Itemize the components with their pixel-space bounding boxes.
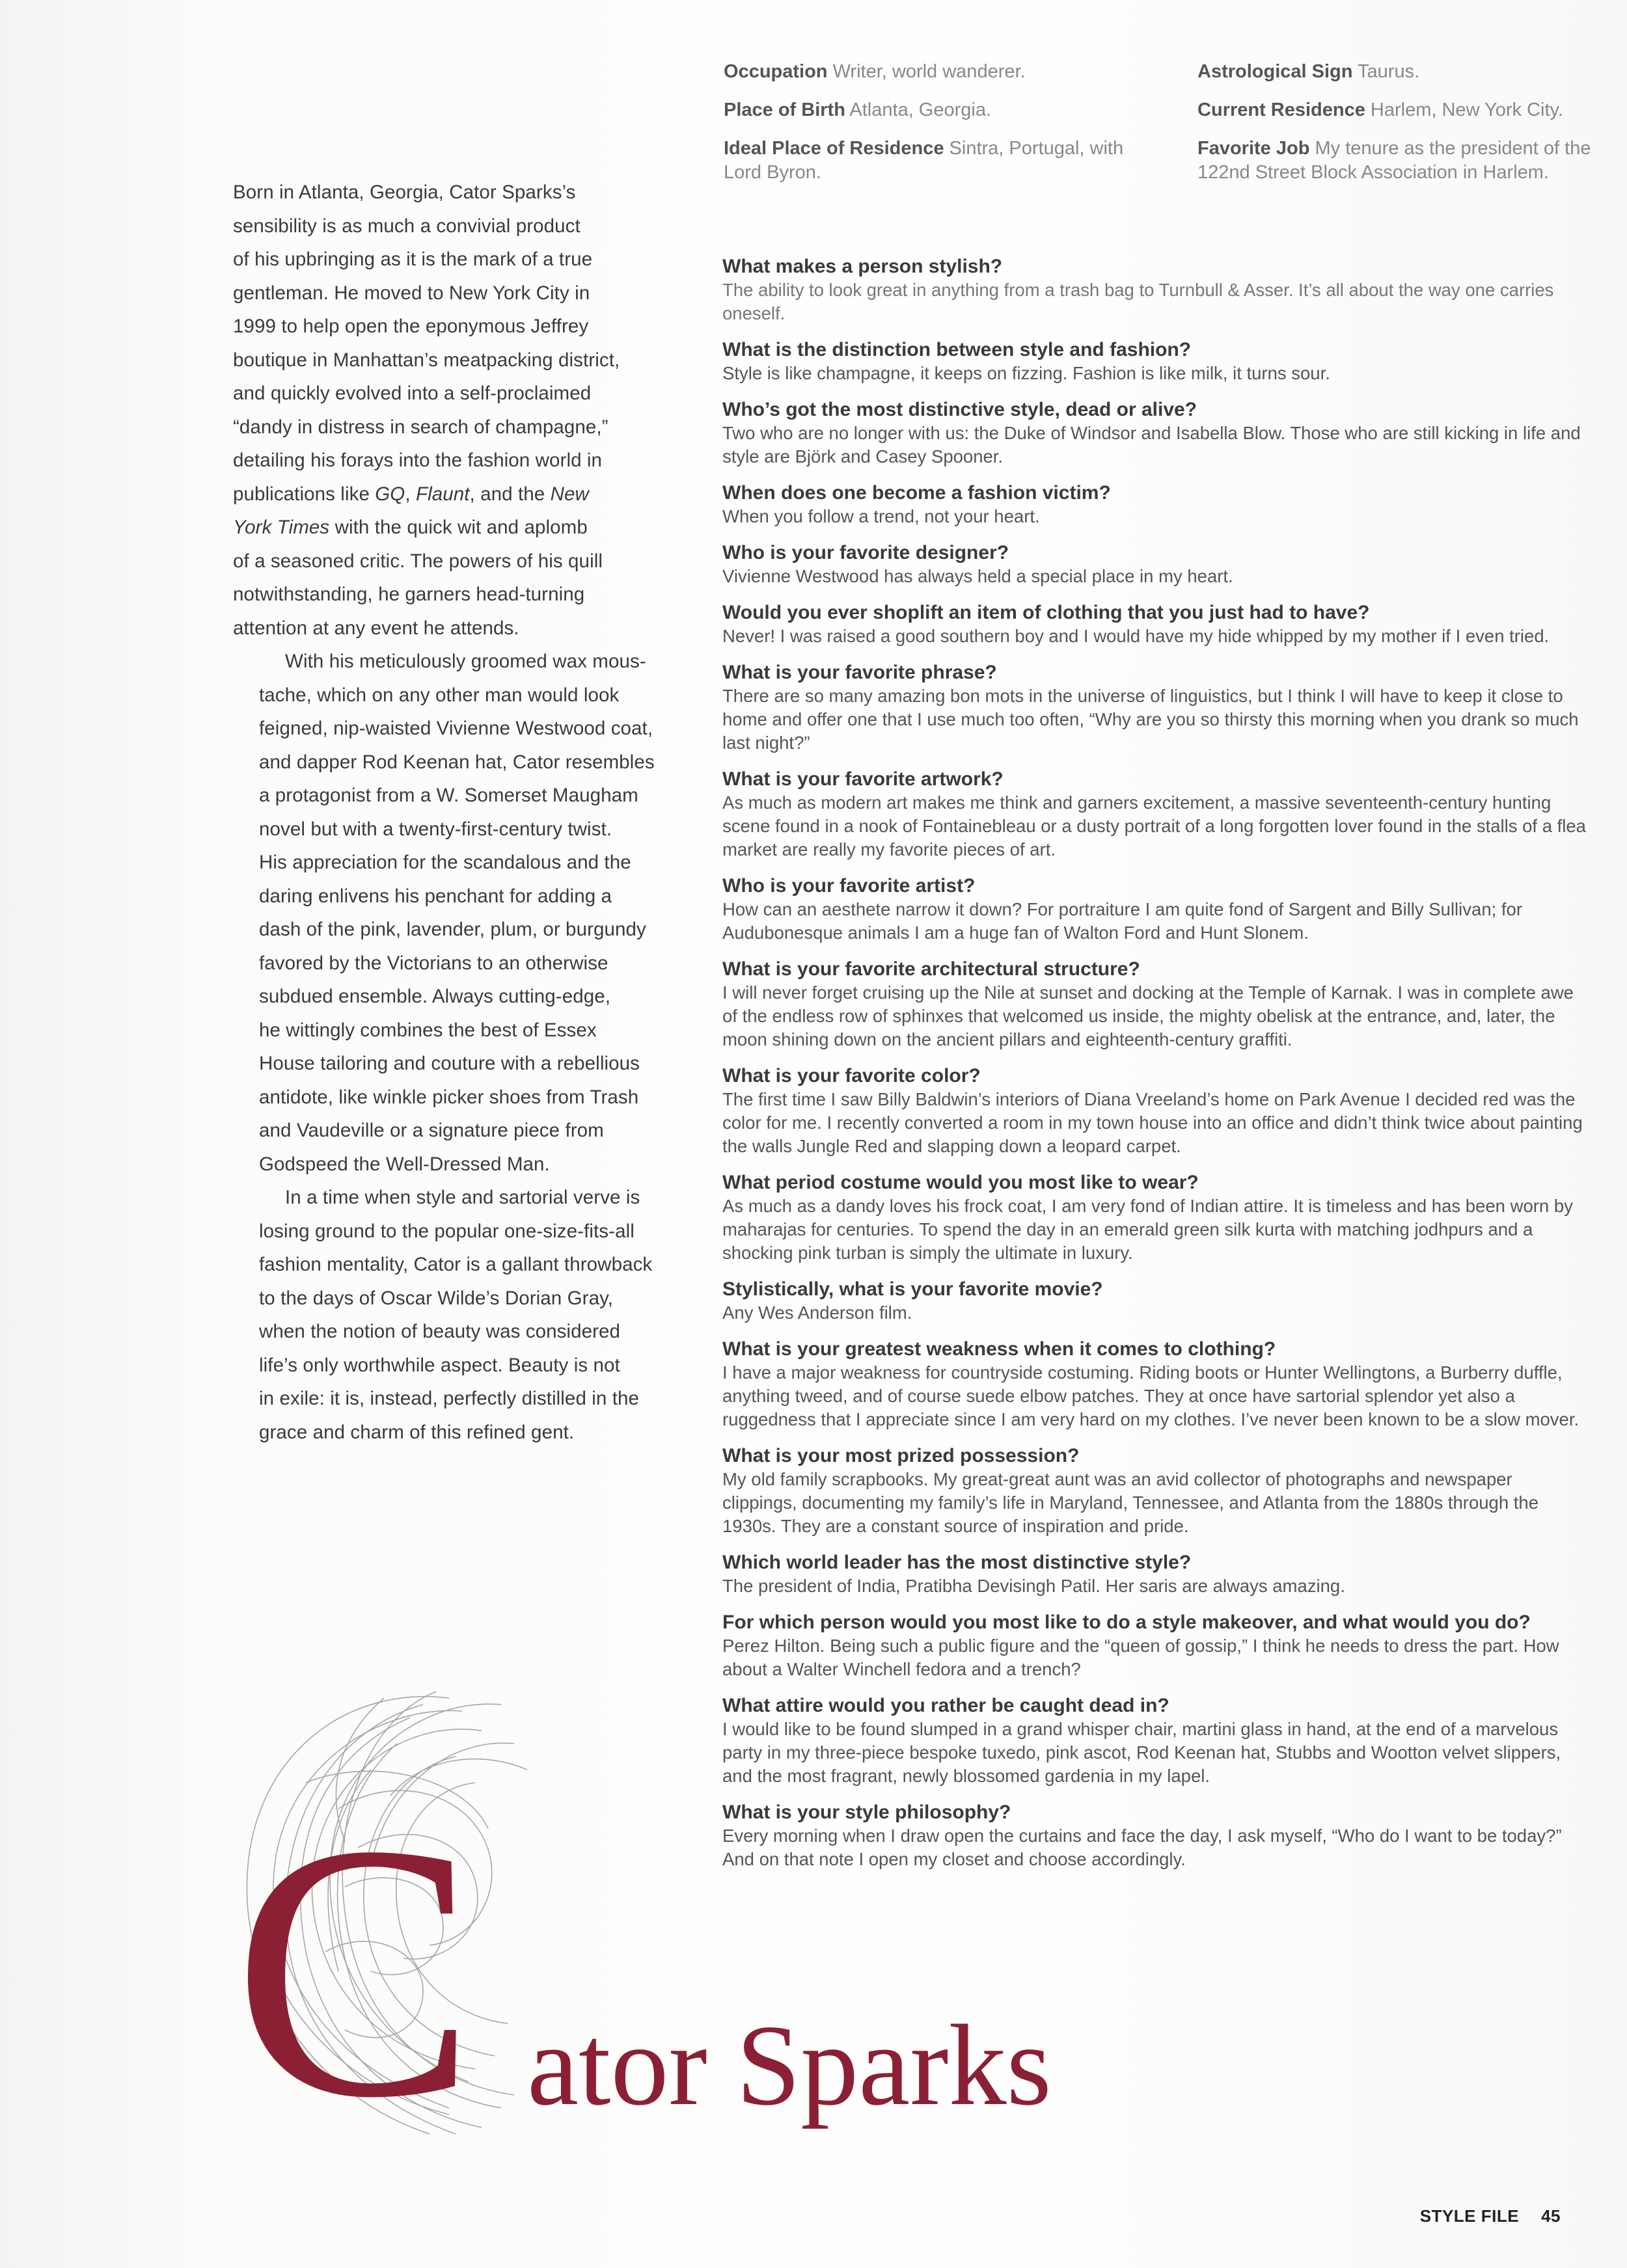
qa-answer: As much as a dandy loves his frock coat, I am very fond of Indian attire. It is timeless and has been worn by maharajas for centuries. To spend the day in an emerald green silk kurta with matching jodhpurs and a shocking pink turban is simply the ultimate in luxury. bbox=[722, 1196, 1573, 1263]
bio-line: and quickly evolved into a self-proclaimed bbox=[233, 383, 592, 404]
qa-item bbox=[722, 1551, 1588, 1598]
qa-question: What makes a person stylish? bbox=[722, 256, 1003, 277]
qa-answer: The first time I saw Billy Baldwin’s interiors of Diana Vreeland’s home on Park Avenue I decided red was the color for me. I recently converted a room in my town house into an office and didn’t think twice about painting the walls Jungle Red and slapping down a leopard carpet. bbox=[722, 1089, 1583, 1156]
qa-item bbox=[722, 661, 1588, 755]
qa-question: Stylistically, what is your favorite movie? bbox=[722, 1278, 1103, 1300]
qa-column bbox=[722, 255, 1588, 1884]
qa-question: What is the distinction between style and fashion? bbox=[722, 339, 1192, 360]
bio-line: subdued ensemble. Always cutting-edge, bbox=[259, 986, 611, 1007]
qa-answer: Any Wes Anderson film. bbox=[722, 1303, 912, 1323]
bio-line: and Vaudeville or a signature piece from bbox=[259, 1120, 604, 1141]
bio-line: boutique in Manhattan’s meatpacking district, bbox=[233, 349, 620, 371]
footer-section: STYLE FILE bbox=[1419, 2206, 1520, 2226]
profile-current-residence: Current Residence Harlem, New York City. bbox=[1197, 100, 1563, 120]
profile-favorite-job: Favorite Job My tenure as the president of the 122nd Street Block Association in Harlem. bbox=[1197, 138, 1591, 183]
bio-column bbox=[233, 176, 676, 1449]
qa-question: Who is your favorite designer? bbox=[722, 542, 1009, 563]
qa-question: Who’s got the most distinctive style, dead or alive? bbox=[722, 399, 1197, 420]
title-block bbox=[176, 1679, 1282, 2173]
qa-item bbox=[722, 1338, 1588, 1431]
bio-line: feigned, nip-waisted Vivienne Westwood coat, bbox=[259, 718, 653, 739]
qa-item bbox=[722, 398, 1588, 468]
bio-line: antidote, like winkle picker shoes from Trash bbox=[259, 1086, 639, 1108]
bio-line: tache, which on any other man would look bbox=[259, 684, 620, 706]
title-initial: C bbox=[233, 1770, 476, 2173]
qa-question: What is your favorite artwork? bbox=[722, 768, 1004, 790]
qa-answer: Perez Hilton. Being such a public figure and the “queen of gossip,” I think he needs to dress the part. How about a Walter Winchell fedora and a trench? bbox=[722, 1636, 1559, 1679]
bio-line: In a time when style and sartorial verve is bbox=[285, 1187, 640, 1208]
qa-item bbox=[722, 601, 1588, 648]
qa-question: What period costume would you most like to wear? bbox=[722, 1172, 1199, 1193]
bio-line: losing ground to the popular one-size-fits-all bbox=[259, 1220, 635, 1242]
bio-line: favored by the Victorians to an otherwise bbox=[259, 952, 608, 974]
qa-answer: As much as modern art makes me think and garners excitement, a massive seventeenth-century hunting scene found in a nook of Fontainebleau or a dusty portrait of a long forgotten lover found in the stalls of a flea market are really my favorite pieces of art. bbox=[722, 792, 1586, 859]
bio-line: of his upbringing as it is the mark of a true bbox=[233, 249, 593, 270]
bio-line: fashion mentality, Cator is a gallant throwback bbox=[259, 1254, 653, 1275]
bio-line: gentleman. He moved to New York City in bbox=[233, 282, 590, 304]
qa-item bbox=[722, 874, 1588, 945]
bio-line: Born in Atlanta, Georgia, Cator Sparks’s bbox=[233, 182, 576, 203]
qa-item bbox=[722, 1444, 1588, 1538]
qa-item bbox=[722, 541, 1588, 588]
qa-item bbox=[722, 1611, 1588, 1681]
qa-answer: Vivienne Westwood has always held a special place in my heart. bbox=[722, 566, 1233, 586]
qa-answer: I have a major weakness for countryside costuming. Riding boots or Hunter Wellingtons, a Burberry duffle, anything tweed, and of course suede elbow patches. They at once have sartorial splendor yet also a ruggedness that I appreciate since I am very hard on my clothes. I’ve never been known to be a slow mover. bbox=[722, 1362, 1579, 1429]
bio-line: he wittingly combines the best of Essex bbox=[259, 1019, 597, 1041]
page-footer bbox=[1420, 2206, 1561, 2226]
qa-question: What is your style philosophy? bbox=[722, 1802, 1011, 1823]
qa-answer: The ability to look great in anything from a trash bag to Turnbull & Asser. It’s all about the way one carries oneself. bbox=[722, 280, 1554, 323]
qa-question: What attire would you rather be caught dead in? bbox=[722, 1695, 1169, 1716]
qa-question: What is your favorite phrase? bbox=[722, 662, 997, 683]
bio-paragraph bbox=[233, 176, 676, 645]
bio-line: when the notion of beauty was considered bbox=[259, 1321, 621, 1342]
qa-question: What is your favorite color? bbox=[722, 1065, 981, 1087]
bio-paragraph bbox=[233, 1181, 676, 1449]
page-number: 45 bbox=[1541, 2206, 1561, 2226]
qa-question: When does one become a fashion victim? bbox=[722, 482, 1111, 504]
bio-line: publications like GQ, Flaunt, and the New bbox=[233, 483, 589, 505]
bio-line: a protagonist from a W. Somerset Maugham bbox=[259, 785, 638, 806]
bio-line: House tailoring and couture with a rebellious bbox=[259, 1053, 640, 1074]
qa-question: What is your most prized possession? bbox=[722, 1445, 1080, 1466]
qa-question: Which world leader has the most distinctive style? bbox=[722, 1552, 1192, 1573]
qa-item bbox=[722, 1171, 1588, 1265]
qa-item bbox=[722, 255, 1588, 325]
qa-question: What is your greatest weakness when it comes to clothing? bbox=[722, 1338, 1276, 1360]
bio-line: Godspeed the Well-Dressed Man. bbox=[259, 1153, 550, 1175]
qa-item bbox=[722, 481, 1588, 528]
bio-line: With his meticulously groomed wax mous- bbox=[285, 651, 646, 672]
qa-question: For which person would you most like to do a style makeover, and what would you do? bbox=[722, 1612, 1531, 1633]
profile-astrological-sign: Astrological Sign Taurus. bbox=[1197, 61, 1420, 82]
bio-line: daring enlivens his penchant for adding a bbox=[259, 885, 612, 907]
profile-ideal-residence: Ideal Place of Residence Sintra, Portugal, with Lord Byron. bbox=[724, 138, 1124, 183]
qa-answer: How can an aesthete narrow it down? For portraiture I am quite fond of Sargent and Billy Sullivan; for Audubonesque animals I am a huge fan of Walton Ford and Hunt Slonem. bbox=[722, 899, 1522, 943]
qa-answer: Two who are no longer with us: the Duke of Windsor and Isabella Blow. Those who are still kicking in life and style are Björk and Casey Spooner. bbox=[722, 423, 1581, 466]
bio-line: “dandy in distress in search of champagne,” bbox=[233, 416, 608, 438]
title-name: ator Sparks bbox=[527, 2001, 1052, 2129]
bio-line: life’s only worthwhile aspect. Beauty is not bbox=[259, 1354, 620, 1376]
bio-line: and dapper Rod Keenan hat, Cator resembles bbox=[259, 751, 655, 773]
bio-line: notwithstanding, he garners head-turning bbox=[233, 584, 585, 605]
bio-line: to the days of Oscar Wilde’s Dorian Gray, bbox=[259, 1287, 614, 1309]
bio-line: His appreciation for the scandalous and the bbox=[259, 852, 631, 873]
bio-line: 1999 to help open the eponymous Jeffrey bbox=[233, 316, 589, 337]
qa-answer: I would like to be found slumped in a grand whisper chair, martini glass in hand, at the end of a marvelous party in my three-piece bespoke tuxedo, pink ascot, Rod Keenan hat, Stubbs and Wootton velvet slippers, and the most fragrant, newly blossomed gardenia in my lapel. bbox=[722, 1719, 1561, 1786]
profile-place-of-birth: Place of Birth Atlanta, Georgia. bbox=[724, 100, 992, 120]
qa-question: Would you ever shoplift an item of clothing that you just had to have? bbox=[722, 602, 1370, 623]
qa-answer: Style is like champagne, it keeps on fizzing. Fashion is like milk, it turns sour. bbox=[722, 363, 1330, 383]
bio-line: York Times with the quick wit and aplomb bbox=[233, 517, 588, 538]
bio-line: sensibility is as much a convivial product bbox=[233, 215, 581, 237]
bio-line: attention at any event he attends. bbox=[233, 617, 519, 639]
qa-item bbox=[722, 1064, 1588, 1158]
bio-line: novel but with a twenty-first-century twist. bbox=[259, 818, 612, 840]
profile-facts-right bbox=[1197, 60, 1601, 199]
bio-line: in exile: it is, instead, perfectly distilled in the bbox=[259, 1388, 640, 1409]
qa-question: What is your favorite architectural structure? bbox=[722, 958, 1140, 980]
qa-answer: There are so many amazing bon mots in the universe of linguistics, but I think I will have to keep it close to home and offer one that I use much too often, “Why are you so thirsty this morning when you drank so much last night?” bbox=[722, 686, 1579, 753]
bio-line: of a seasoned critic. The powers of his quill bbox=[233, 550, 603, 572]
qa-answer: The president of India, Pratibha Devisingh Patil. Her saris are always amazing. bbox=[722, 1576, 1345, 1596]
qa-item bbox=[722, 1278, 1588, 1325]
qa-question: Who is your favorite artist? bbox=[722, 875, 976, 897]
bio-line: detailing his forays into the fashion world in bbox=[233, 450, 603, 471]
bio-line: dash of the pink, lavender, plum, or burgundy bbox=[259, 919, 646, 940]
qa-item bbox=[722, 958, 1588, 1051]
qa-answer: Never! I was raised a good southern boy and I would have my hide whipped by my mother if I even tried. bbox=[722, 626, 1550, 646]
qa-answer: When you follow a trend, not your heart. bbox=[722, 506, 1040, 526]
qa-answer: I will never forget cruising up the Nile at sunset and docking at the Temple of Karnak. I was in complete awe of the endless row of sphinxes that welcomed us inside, the mighty obelisk at the entrance, and, later, the moon shining down on the ancient pillars and eighteenth-century graffiti. bbox=[722, 982, 1574, 1049]
qa-answer: My old family scrapbooks. My great-great aunt was an avid collector of photographs and newspaper clippings, documenting my family’s life in Maryland, Tennessee, and Atlanta from the 1880s through the 1930s. They are a constant source of inspiration and pride. bbox=[722, 1469, 1539, 1536]
qa-item bbox=[722, 338, 1588, 385]
bio-paragraph bbox=[233, 645, 676, 1181]
profile-occupation: Occupation Writer, world wanderer. bbox=[724, 61, 1026, 82]
bio-line: grace and charm of this refined gent. bbox=[259, 1421, 575, 1443]
qa-item bbox=[722, 768, 1588, 861]
profile-facts-left bbox=[724, 60, 1140, 199]
qa-answer: Every morning when I draw open the curtains and face the day, I ask myself, “Who do I want to be today?” And on that note I open my closet and choose accordingly. bbox=[722, 1826, 1562, 1869]
